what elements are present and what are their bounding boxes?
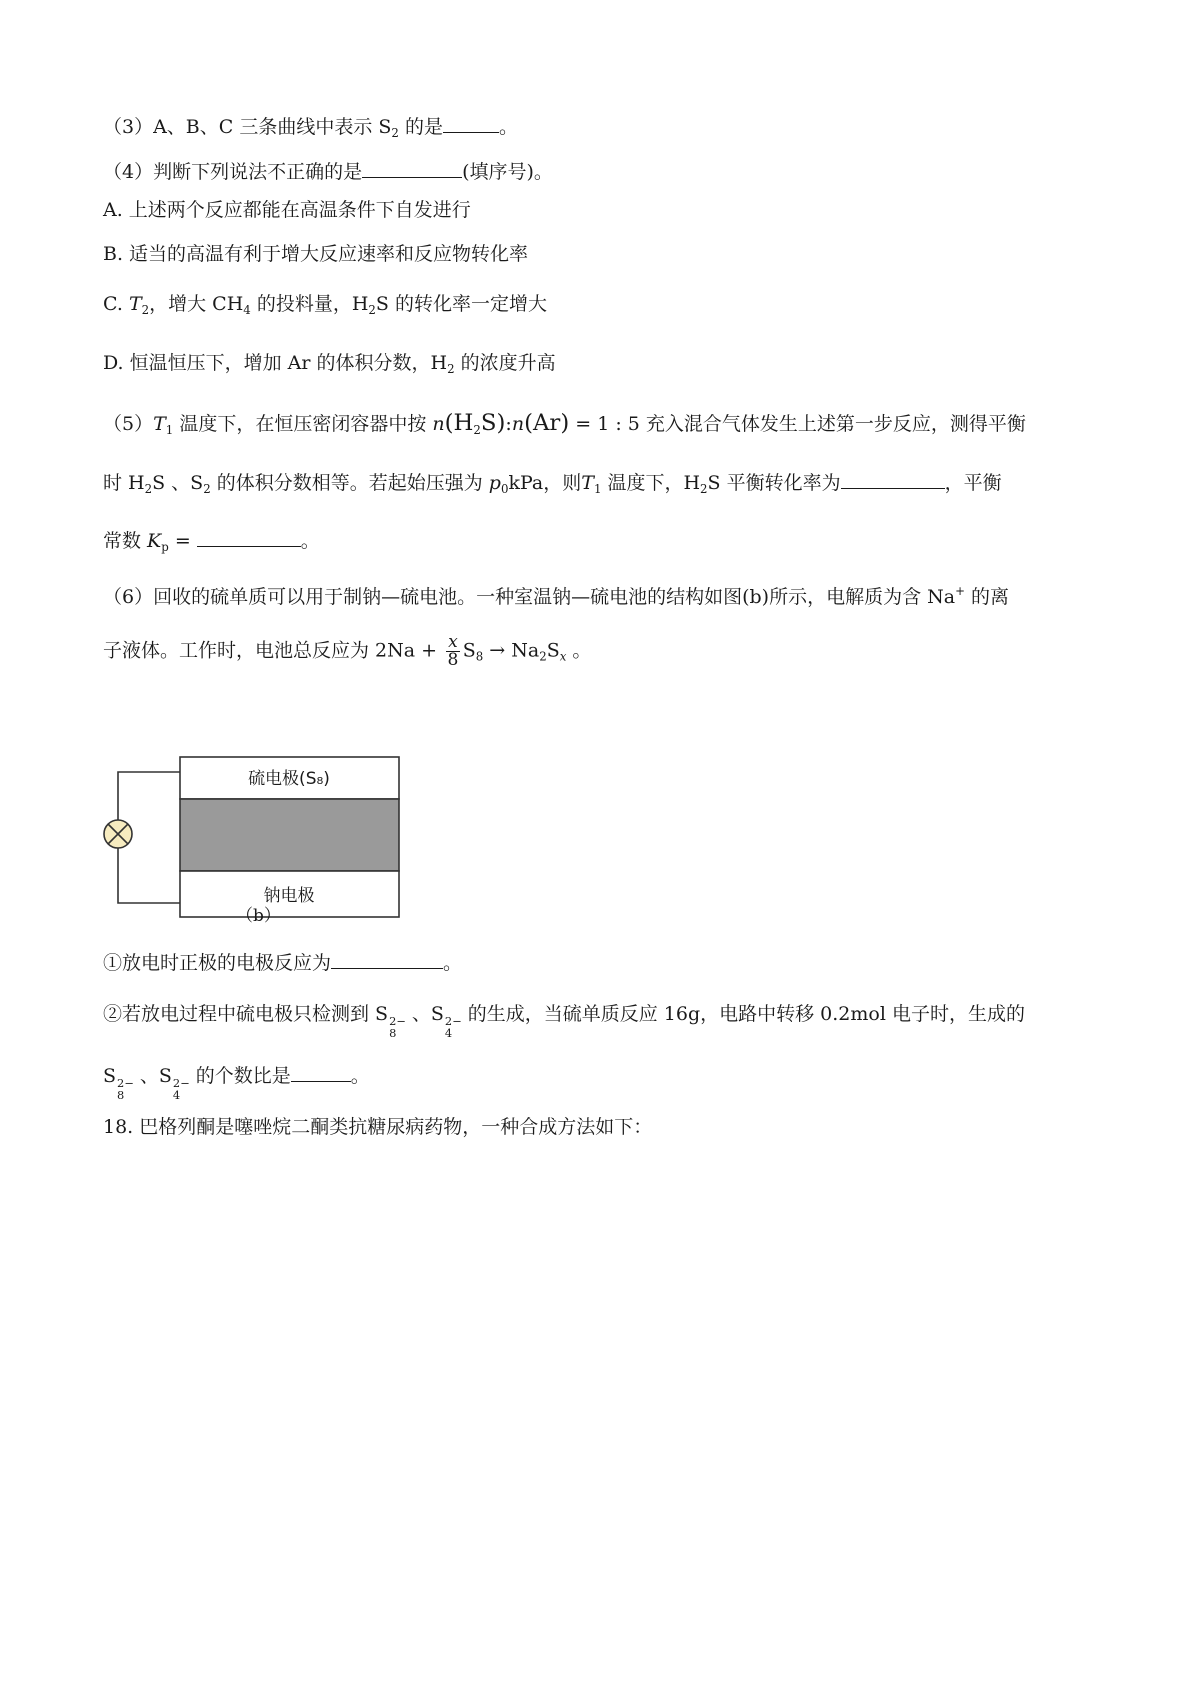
- answer-blank[interactable]: [443, 114, 499, 133]
- answer-blank[interactable]: [331, 950, 443, 969]
- subquestion-1: ①放电时正极的电极反应为 。: [103, 950, 462, 973]
- question-5-line-3: 常数 $K_p$ = 。: [103, 528, 320, 554]
- sodium-electrode-label: 钠电极: [263, 886, 315, 906]
- question-6-line-2: 子液体。工作时，电池总反应为 2Na + $\frac{x}{8}$ $S_8 \to Na_2S_x$ 。: [103, 632, 592, 671]
- option-b: B. 适当的高温有利于增大反应速率和反应物转化率: [103, 243, 529, 265]
- question-5-line-2: 时 $H_2S$ 、$S_2$ 的体积分数相等。若起始压强为 $p_0kPa$，则$T_1$ 温度下，$H_2S$ 平衡转化率为 ，平衡: [103, 470, 1002, 496]
- option-a: A. 上述两个反应都能在高温条件下自发进行: [103, 199, 471, 221]
- option-c: C. $T_2$，增大 $CH_4$ 的投料量，$H_2S$ 的转化率一定增大: [103, 293, 547, 318]
- subquestion-2-line-1: ②若放电过程中硫电极只检测到 S 2− 8 、S 2− 4 的生成，当硫单质反应 16g，电路中转移 0.2mol 电子时，生成的: [103, 1003, 1025, 1041]
- figure-caption: （b）: [236, 906, 281, 926]
- subquestion-2-line-2: S 2− 8 、S 2− 4 的个数比是 。: [103, 1063, 370, 1102]
- answer-blank[interactable]: [291, 1063, 351, 1082]
- question-3: （3）A、B、C 三条曲线中表示 $S_2$ 的是 。: [103, 114, 518, 140]
- lamp-icon: [104, 820, 132, 848]
- answer-blank[interactable]: [841, 470, 945, 489]
- question-18: 18. 巴格列酮是噻唑烷二酮类抗糖尿病药物，一种合成方法如下：: [103, 1116, 653, 1138]
- sulfur-electrode-label: 硫电极(S₈): [248, 769, 330, 789]
- electrolyte-layer: [180, 799, 399, 871]
- question-6-line-1: （6）回收的硫单质可以用于制钠—硫电池。一种室温钠—硫电池的结构如图(b)所示，电解质为含 Na+ 的离: [103, 584, 1009, 609]
- answer-blank[interactable]: [197, 528, 301, 547]
- option-d: D. 恒温恒压下，增加 Ar 的体积分数，$H_2$ 的浓度升高: [103, 352, 556, 377]
- answer-blank[interactable]: [362, 159, 462, 178]
- question-4-stem: （4）判断下列说法不正确的是 (填序号)。: [103, 159, 553, 182]
- question-5-line-1: $(5)T_1$ 温度下，在恒压密闭容器中按 $n(H_2S):n(Ar) = 1$ : 5 充入混合气体发生上述第一步反应，测得平衡: [103, 410, 1026, 438]
- fraction: $\frac{x}{8}$: [447, 632, 459, 671]
